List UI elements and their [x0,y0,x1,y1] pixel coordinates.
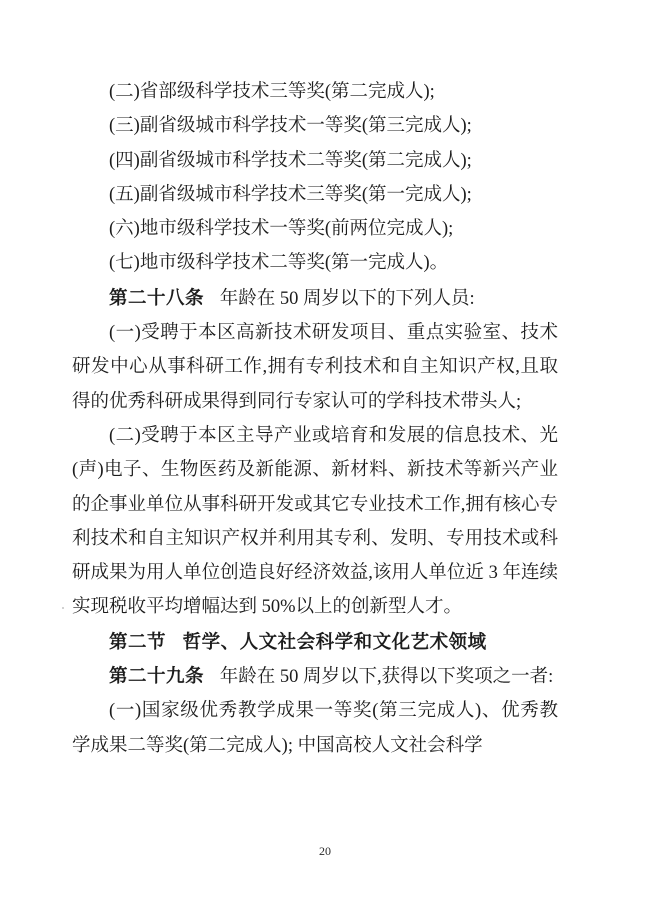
article-paragraph [72,281,558,316]
paragraph-lead: 第二十八条 [109,286,205,308]
article-paragraph [72,659,558,694]
list-item-paragraph: (二)省部级科学技术三等奖(第二完成人); [109,82,435,102]
section-heading [72,625,558,659]
list-item-paragraph: (七)地市级科学技术二等奖(第一完成人)。 [109,253,449,274]
scan-speck [62,607,64,609]
page-number: 20 [319,844,331,858]
list-item-paragraph: (六)地市级科学技术一等奖(前两位完成人); [109,219,454,240]
list-item-paragraph: (二)受聘于本区主导产业或培育和发展的信息技术、光(声)电子、生物医药及新能源、新材料、新技术等新兴产业的企事业单位从事科研开发或其它专业技术工作,拥有核心专利技术和自主知识产权并利用其专利、发明、专用技术或科研成果为用人单位创造良好经济效益,该用人单位近 3 年连续实现税收平均增幅达到 50%以上的创新型人才。 [72,425,558,618]
paragraph-text: 年龄在 50 周岁以下的下列人员: [219,288,475,309]
list-item-paragraph: (一)受聘于本区高新技术研发项目、重点实验室、技术研发中心从事科研工作,拥有专利技术和自主知识产权,且取得的优秀科研成果得到同行专家认可的学科技术带头人; [72,323,558,412]
list-item-paragraph: (一)国家级优秀教学成果一等奖(第三完成人)、优秀教学成果二等奖(第二完成人); 中国高校人文社会科学 [72,701,558,756]
list-item-paragraph: (五)副省级城市科学技术三等奖(第一完成人); [109,184,472,205]
document-body [72,75,558,763]
list-item-paragraph: (三)副省级城市科学技术一等奖(第三完成人); [109,116,472,137]
paragraph-text: 年龄在 50 周岁以下,获得以下奖项之一者: [219,667,554,688]
list-item-paragraph: (四)副省级城市科学技术二等奖(第二完成人); [109,150,472,171]
paragraph-text: 哲学、人文社会科学和文化艺术领域 [182,630,487,652]
paragraph-lead: 第二十九条 [109,665,205,687]
paragraph-lead: 第二节 [109,630,167,652]
